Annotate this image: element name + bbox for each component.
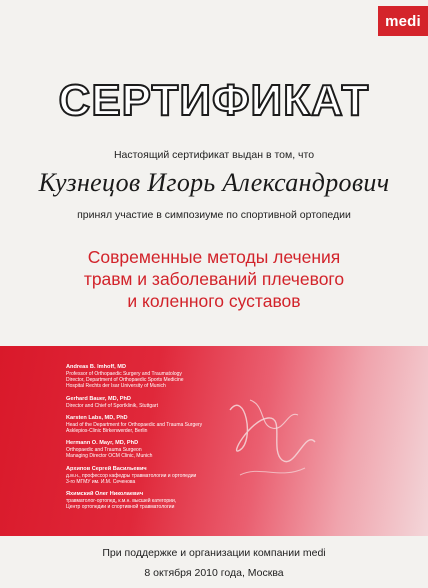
- faculty-name: Gerhard Bauer, MD, PhD: [66, 395, 131, 402]
- date-text: 8 октября 2010 года, Москва: [144, 567, 284, 579]
- faculty-name: Hermann O. Mayr, MD, PhD: [66, 440, 139, 447]
- faculty-title: Центр ортопедии и спортивной травматологии: [66, 504, 175, 511]
- faculty-member: [66, 466, 366, 485]
- symposium-topic: [0, 246, 428, 312]
- faculty-title: 3-го МГМУ им. И.М. Сеченова: [66, 478, 136, 485]
- faculty-list: [66, 364, 366, 516]
- faculty-title: Managing Director OCM Clinic, Munich: [66, 453, 153, 460]
- faculty-name: Архипов Сергей Васильевич: [66, 465, 147, 472]
- medi-logo: medi: [378, 6, 428, 36]
- faculty-title: Director and Chief of Sportklinik, Stuttgart: [66, 402, 158, 409]
- faculty-title: Head of the Department for Orthopaedic and Trauma Surgery: [66, 421, 203, 428]
- participation-text: принял участие в симпозиуме по спортивной ортопедии: [77, 209, 351, 221]
- faculty-title: травматолог-ортопед, к.м.н. высшей категории,: [66, 498, 177, 505]
- faculty-member: [66, 364, 366, 390]
- issued-text: Настоящий сертификат выдан в том, что: [113, 149, 315, 161]
- support-text: При поддержке и организации компании medi: [102, 547, 326, 559]
- recipient-name: Кузнецов Игорь Александрович: [38, 168, 390, 197]
- faculty-title: Asklepios-Clinic Birkenwerder, Berlin: [66, 428, 148, 435]
- faculty-title: Professor of Orthopaedic Surgery and Traumatology: [66, 371, 182, 377]
- faculty-name: Andreas B. Imhoff, MD: [66, 364, 126, 370]
- faculty-name: Яхимский Олег Николаевич: [66, 491, 144, 498]
- faculty-member: [66, 491, 366, 510]
- faculty-name: Karsten Labs, MD, PhD: [66, 414, 128, 421]
- faculty-title: Director, Department of Orthopaedic Sports Medicine: [66, 377, 184, 384]
- faculty-member: [66, 440, 366, 459]
- faculty-title: Hospital Rechts der Isar University of Munich: [66, 383, 166, 390]
- topic-line: Современные методы лечения: [87, 247, 341, 267]
- faculty-title: Orthopaedic and Trauma Surgeon: [66, 447, 142, 454]
- topic-line: травм и заболеваний плечевого: [83, 269, 345, 289]
- topic-line: и коленного суставов: [127, 291, 301, 311]
- faculty-member: [66, 415, 366, 434]
- faculty-member: [66, 396, 366, 409]
- faculty-title: д.м.н., профессор кафедры травматологии и ортопедии: [66, 472, 197, 479]
- certificate-title: СЕРТИФИКАТ: [58, 76, 370, 125]
